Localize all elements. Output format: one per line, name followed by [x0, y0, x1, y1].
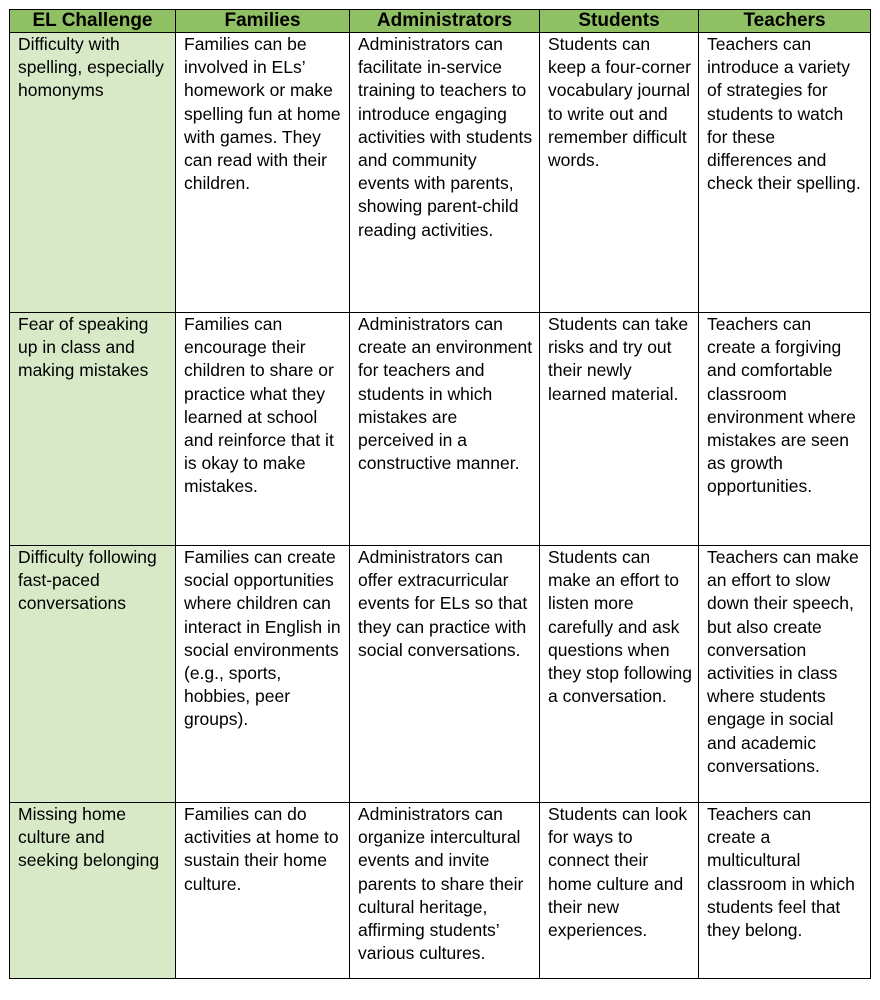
students-cell: Students can make an effort to listen more carefully and ask questions when they stop following a conversation. — [540, 546, 699, 803]
table-row — [10, 546, 871, 803]
header-teachers: Teachers — [699, 10, 871, 33]
header-students: Students — [540, 10, 699, 33]
students-cell: Students can take risks and try out their newly learned material. — [540, 313, 699, 546]
students-cell: Students can keep a four-corner vocabulary journal to write out and remember difficult words. — [540, 33, 699, 313]
challenge-cell: Fear of speaking up in class and making mistakes — [10, 313, 176, 546]
table-row — [10, 313, 871, 546]
administrators-cell: Administrators can offer extracurricular events for ELs so that they can practice with social conversations. — [350, 546, 540, 803]
administrators-cell: Administrators can facilitate in-service training to teachers to introduce engaging activities with students and community events with parents, showing parent-child reading activities. — [350, 33, 540, 313]
table-row — [10, 803, 871, 979]
families-cell: Families can create social opportunities where children can interact in English in social environments (e.g., sports, hobbies, peer groups). — [176, 546, 350, 803]
families-cell: Families can encourage their children to share or practice what they learned at school and reinforce that it is okay to make mistakes. — [176, 313, 350, 546]
students-cell: Students can look for ways to connect their home culture and their new experiences. — [540, 803, 699, 979]
header-row — [10, 10, 871, 33]
families-cell: Families can be involved in ELs’ homework or make spelling fun at home with games. They can read with their children. — [176, 33, 350, 313]
administrators-cell: Administrators can create an environment for teachers and students in which mistakes are perceived in a constructive manner. — [350, 313, 540, 546]
teachers-cell: Teachers can make an effort to slow down their speech, but also create conversation activities in class where students engage in social and academic conversations. — [699, 546, 871, 803]
teachers-cell: Teachers can create a multicultural classroom in which students feel that they belong. — [699, 803, 871, 979]
challenge-cell: Missing home culture and seeking belonging — [10, 803, 176, 979]
header-administrators: Administrators — [350, 10, 540, 33]
teachers-cell: Teachers can create a forgiving and comfortable classroom environment where mistakes are seen as growth opportunities. — [699, 313, 871, 546]
teachers-cell: Teachers can introduce a variety of strategies for students to watch for these differences and check their spelling. — [699, 33, 871, 313]
families-cell: Families can do activities at home to sustain their home culture. — [176, 803, 350, 979]
header-families: Families — [176, 10, 350, 33]
administrators-cell: Administrators can organize intercultural events and invite parents to share their cultural heritage, affirming students’ various cultures. — [350, 803, 540, 979]
table-row — [10, 33, 871, 313]
challenge-cell: Difficulty following fast-paced conversations — [10, 546, 176, 803]
el-strategies-table — [9, 9, 871, 979]
challenge-cell: Difficulty with spelling, especially homonyms — [10, 33, 176, 313]
header-el-challenge: EL Challenge — [10, 10, 176, 33]
